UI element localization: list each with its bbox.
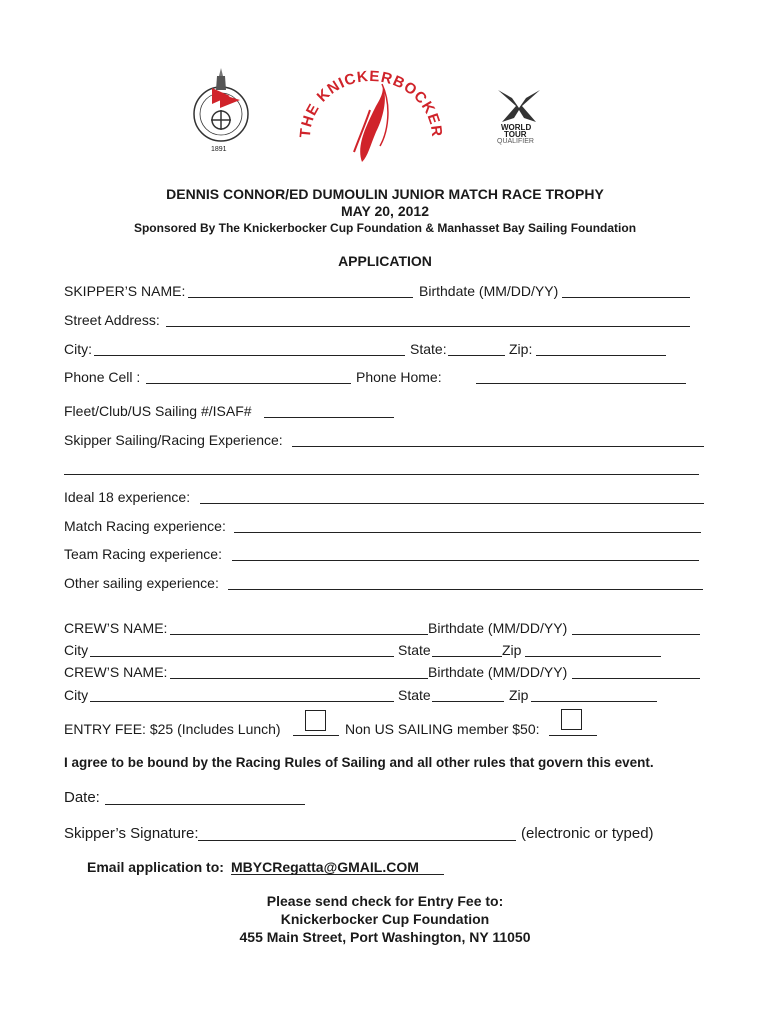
zip-label: Zip: — [509, 341, 533, 357]
fleet-label: Fleet/Club/US Sailing #/ISAF# — [64, 403, 252, 419]
crew1-name-label: CREW’S NAME: — [64, 620, 168, 636]
state-label: State: — [410, 341, 447, 357]
crew2-zip-field[interactable] — [531, 701, 657, 702]
date-field[interactable] — [105, 804, 305, 805]
application-heading: APPLICATION — [338, 253, 432, 269]
street-field[interactable] — [166, 326, 690, 327]
phone-home-field[interactable] — [476, 383, 686, 384]
sponsor-line: Sponsored By The Knickerbocker Cup Foundation & Manhasset Bay Sailing Foundation — [133, 221, 637, 235]
email-address[interactable]: MBYCRegatta@GMAIL.COM — [231, 859, 419, 875]
entry-fee-checkbox[interactable] — [305, 710, 326, 731]
world-tour-line3: QUALIFIER — [497, 138, 534, 145]
skipper-name-label: SKIPPER’S NAME: — [64, 283, 186, 299]
crew1-state-label: State — [398, 642, 431, 658]
signature-note: (electronic or typed) — [521, 825, 654, 842]
skipper-experience-field[interactable] — [292, 446, 704, 447]
svg-text:THE KNICKERBOCKER CUP: THE KNICKERBOCKER — [296, 67, 446, 139]
zip-field[interactable] — [536, 355, 666, 356]
team-racing-label: Team Racing experience: — [64, 546, 222, 562]
knickerbocker-cup-arc-text — [296, 66, 446, 166]
ideal18-field[interactable] — [200, 503, 704, 504]
crew2-zip-label: Zip — [509, 687, 529, 703]
logo-year: 1891 — [211, 146, 227, 153]
crew2-birthdate-field[interactable] — [572, 678, 700, 679]
crew1-name-field[interactable] — [170, 634, 428, 635]
other-sailing-label: Other sailing experience: — [64, 575, 219, 591]
crew2-name-label: CREW’S NAME: — [64, 664, 168, 680]
agreement-text: I agree to be bound by the Racing Rules of Sailing and all other rules that govern this event. — [64, 755, 654, 770]
page-title: DENNIS CONNOR/ED DUMOULIN JUNIOR MATCH RACE TROPHY — [166, 186, 604, 202]
check-line-2: Knickerbocker Cup Foundation — [280, 911, 490, 927]
yacht-club-burgee-logo — [190, 68, 252, 158]
phone-cell-field[interactable] — [146, 383, 351, 384]
team-racing-field[interactable] — [232, 560, 699, 561]
city-field[interactable] — [94, 355, 405, 356]
signature-field[interactable] — [198, 840, 516, 841]
non-us-label: Non US SAILING member $50: — [345, 721, 540, 737]
email-label: Email application to: — [87, 859, 224, 875]
crew1-zip-field[interactable] — [525, 656, 661, 657]
check-line-3: 455 Main Street, Port Washington, NY 11050 — [239, 929, 531, 945]
check-line-1: Please send check for Entry Fee to: — [266, 893, 504, 909]
crew1-zip-label: Zip — [502, 642, 522, 658]
skipper-experience-field-2[interactable] — [64, 474, 699, 475]
other-sailing-field[interactable] — [228, 589, 703, 590]
match-racing-label: Match Racing experience: — [64, 518, 226, 534]
world-tour-line2: TOUR — [504, 130, 527, 139]
skipper-experience-label: Skipper Sailing/Racing Experience: — [64, 432, 283, 448]
signature-label: Skipper’s Signature: — [64, 825, 199, 842]
email-underline — [231, 874, 444, 875]
crew2-city-label: City — [64, 687, 89, 703]
street-label: Street Address: — [64, 312, 160, 328]
event-date: MAY 20, 2012 — [341, 203, 429, 219]
non-us-checkbox[interactable] — [561, 709, 582, 730]
crew1-state-field[interactable] — [432, 656, 502, 657]
non-us-blank — [549, 735, 597, 736]
skipper-name-field[interactable] — [188, 297, 413, 298]
crew2-name-field[interactable] — [170, 678, 428, 679]
birthdate-field[interactable] — [562, 297, 690, 298]
date-label: Date: — [64, 789, 100, 806]
crew1-city-field[interactable] — [90, 656, 394, 657]
ideal18-label: Ideal 18 experience: — [64, 489, 191, 505]
entry-fee-blank — [293, 735, 339, 736]
crew2-birthdate-label: Birthdate (MM/DD/YY) — [428, 664, 568, 680]
city-label: City: — [64, 341, 92, 357]
crew2-city-field[interactable] — [90, 701, 394, 702]
match-racing-field[interactable] — [234, 532, 701, 533]
phone-cell-label: Phone Cell : — [64, 369, 141, 385]
crew2-state-label: State — [398, 687, 431, 703]
crew1-city-label: City — [64, 642, 89, 658]
crew2-state-field[interactable] — [432, 701, 504, 702]
crew1-birthdate-field[interactable] — [572, 634, 700, 635]
world-tour-line1: WORLD — [501, 123, 532, 132]
crew1-birthdate-label: Birthdate (MM/DD/YY) — [428, 620, 568, 636]
birthdate-label: Birthdate (MM/DD/YY) — [419, 283, 559, 299]
phone-home-label: Phone Home: — [356, 369, 442, 385]
state-field[interactable] — [448, 355, 505, 356]
entry-fee-label: ENTRY FEE: $25 (Includes Lunch) — [64, 721, 281, 737]
fleet-field[interactable] — [264, 417, 394, 418]
